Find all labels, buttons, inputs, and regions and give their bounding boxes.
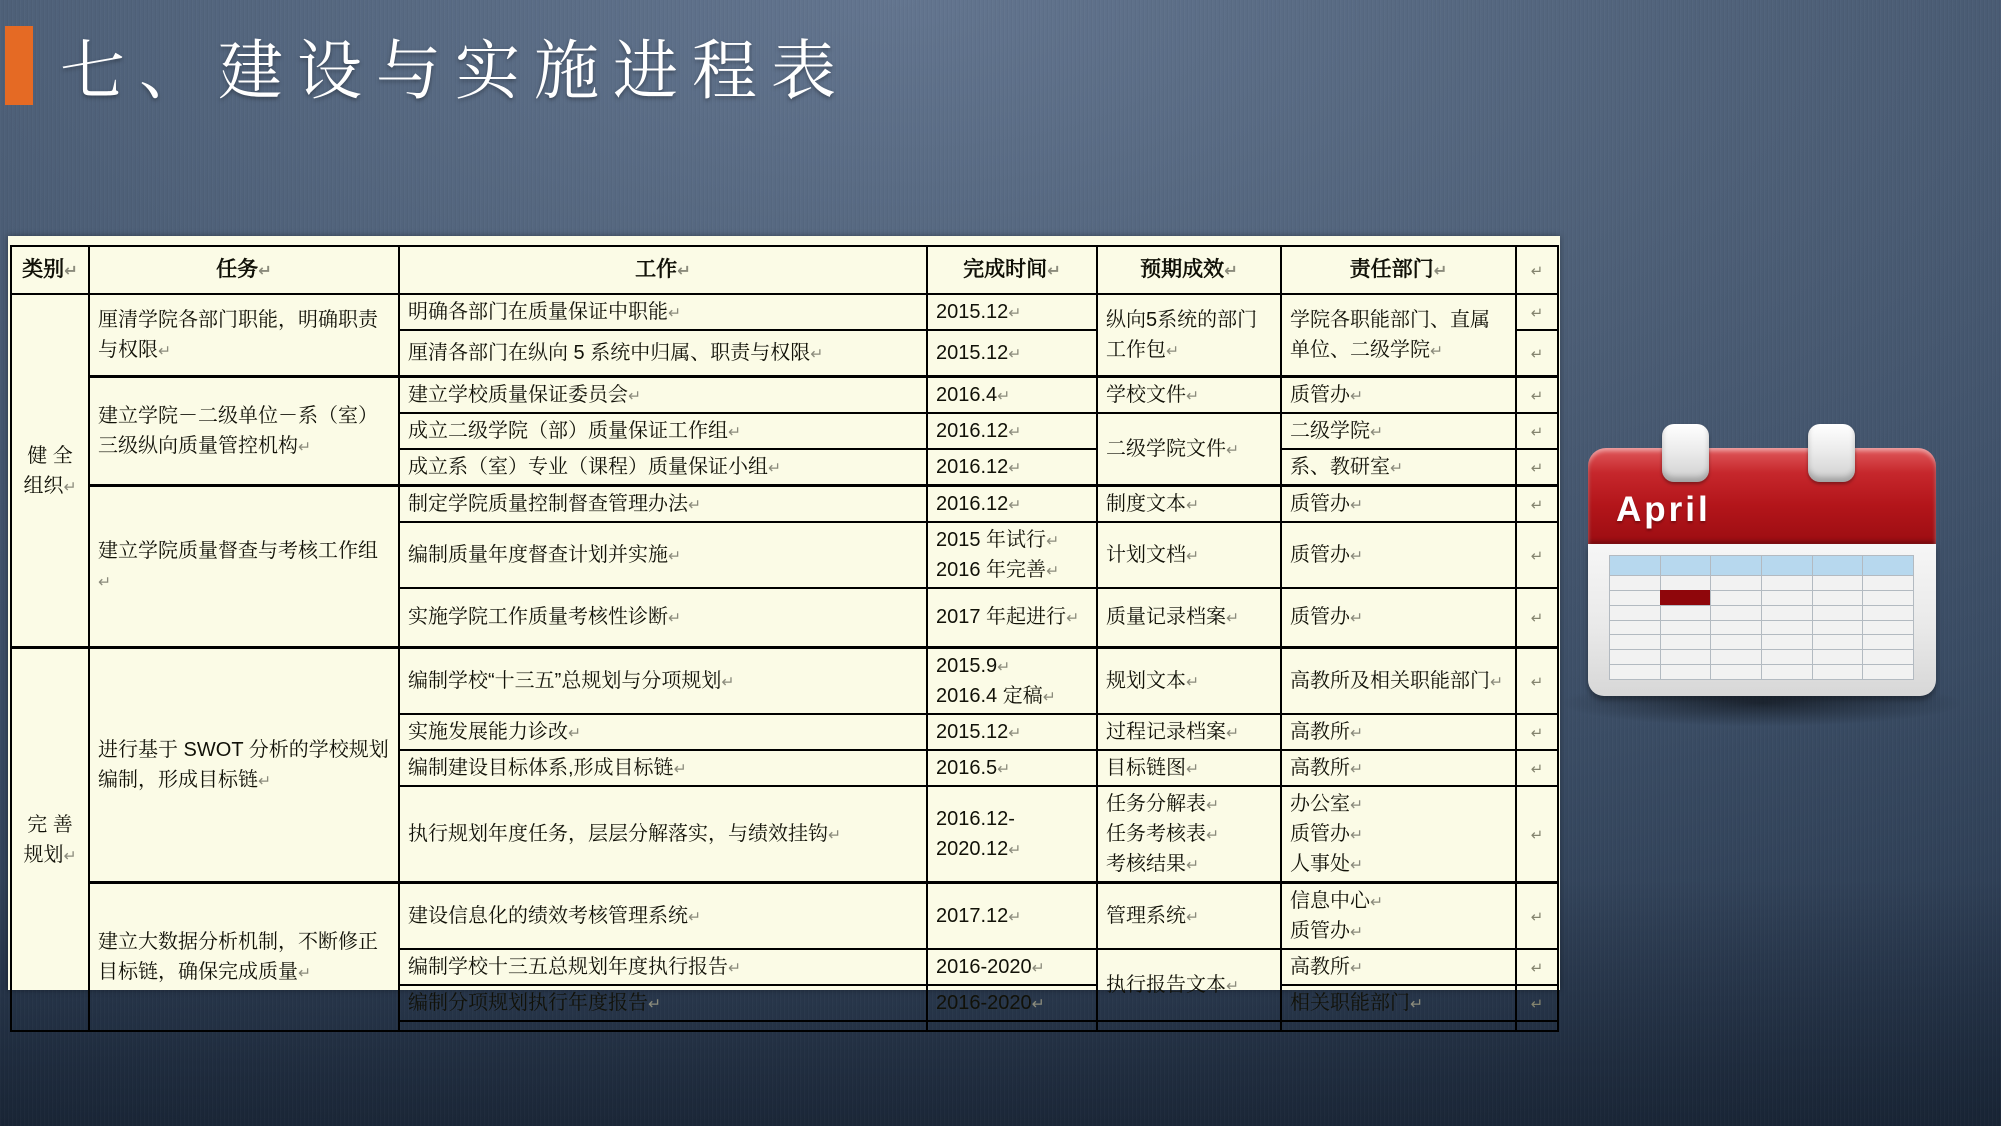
row-end-mark: ↵: [1516, 883, 1558, 950]
table-row: [11, 376, 1558, 413]
calendar-day-cell: [1609, 634, 1661, 650]
cell-dept: 二级学院↵: [1281, 413, 1516, 449]
calendar-day-cell: [1812, 620, 1864, 636]
cell-time: 2016.12↵: [927, 413, 1097, 449]
calendar-day-cell: [1660, 575, 1712, 591]
row-end-mark: ↵: [1516, 985, 1558, 1021]
cell-dept: 质管办↵: [1281, 485, 1516, 522]
row-end-mark: ↵: [1516, 330, 1558, 376]
column-header-category: 类别↵: [11, 246, 89, 294]
calendar-icon: [1588, 424, 1936, 716]
cell-outcome: 二级学院文件↵: [1097, 413, 1281, 486]
cell-outcome: 任务分解表↵ 任务考核表↵ 考核结果↵: [1097, 786, 1281, 883]
row-end-mark: ↵: [1516, 750, 1558, 786]
cell-dept: 高教所↵: [1281, 714, 1516, 750]
calendar-day-cell: [1862, 649, 1914, 665]
cell-time: 2017.12↵: [927, 883, 1097, 950]
cell-work: 编制建设目标体系,形成目标链↵: [399, 750, 927, 786]
table-row: [11, 883, 1558, 950]
column-header-task: 任务↵: [89, 246, 399, 294]
cell-work: 明确各部门在质量保证中职能↵: [399, 294, 927, 330]
calendar-day-cell: [1812, 575, 1864, 591]
cell-time: 2016-2020↵: [927, 949, 1097, 985]
calendar-day-cell: [1761, 664, 1813, 680]
calendar-day-cell: [1812, 634, 1864, 650]
calendar-day-cell: [1812, 590, 1864, 606]
calendar-week-cell: [1862, 555, 1914, 576]
cell-outcome: 纵向5系统的部门工作包↵: [1097, 294, 1281, 376]
calendar-day-cell: [1862, 634, 1914, 650]
calendar-day-cell: [1862, 664, 1914, 680]
row-end-mark: ↵: [1516, 413, 1558, 449]
cell-dept: 高教所↵: [1281, 949, 1516, 985]
row-end-mark: ↵: [1516, 246, 1558, 294]
column-header-outcome: 预期成效↵: [1097, 246, 1281, 294]
cell-work: 执行规划年度任务，层层分解落实，与绩效挂钩↵: [399, 786, 927, 883]
cell-work: 编制分项规划执行年度报告↵: [399, 985, 927, 1021]
calendar-day-cell: [1710, 649, 1762, 665]
cell-outcome: [1097, 1021, 1281, 1031]
calendar-day-cell: [1761, 634, 1813, 650]
calendar-day-cell: [1862, 575, 1914, 591]
calendar-day-cell: [1862, 590, 1914, 606]
calendar-day-cell: [1761, 575, 1813, 591]
cell-outcome: 规划文本↵: [1097, 648, 1281, 715]
cell-work: 实施学院工作质量考核性诊断↵: [399, 588, 927, 648]
page-title: 七、建设与实施进程表: [60, 34, 851, 107]
cell-work: [399, 1021, 927, 1031]
calendar-day-cell: [1609, 605, 1661, 621]
cell-outcome: 过程记录档案↵: [1097, 714, 1281, 750]
calendar-day-cell: [1862, 620, 1914, 636]
cell-dept: 高教所及相关职能部门↵: [1281, 648, 1516, 715]
calendar-week-cell: [1609, 555, 1661, 576]
calendar-day-cell: [1710, 575, 1762, 591]
cell-task: 进行基于 SWOT 分析的学校规划编制，形成目标链↵: [89, 648, 399, 883]
cell-time: 2016-2020↵: [927, 985, 1097, 1021]
calendar-month-label: April: [1616, 490, 1711, 529]
calendar-day-cell: [1710, 634, 1762, 650]
cell-dept: 质管办↵: [1281, 376, 1516, 413]
cell-category: 健 全 组织↵: [11, 294, 89, 648]
row-end-mark: ↵: [1516, 522, 1558, 588]
cell-dept: 系、教研室↵: [1281, 449, 1516, 486]
cell-dept: 相关职能部门↵: [1281, 985, 1516, 1021]
calendar-day-cell: [1609, 620, 1661, 636]
calendar-day-cell: [1660, 590, 1712, 606]
cell-task: 建立学院－二级单位－系（室）三级纵向质量管控机构↵: [89, 376, 399, 485]
cell-time: [927, 1021, 1097, 1031]
row-end-mark: ↵: [1516, 449, 1558, 486]
cell-time: 2015.12↵: [927, 714, 1097, 750]
cell-time: 2016.12↵: [927, 485, 1097, 522]
cell-dept: 办公室↵ 质管办↵ 人事处↵: [1281, 786, 1516, 883]
cell-dept: 质管办↵: [1281, 522, 1516, 588]
cell-work: 编制学校“十三五”总规划与分项规划↵: [399, 648, 927, 715]
calendar-week-cell: [1660, 555, 1712, 576]
row-end-mark: ↵: [1516, 376, 1558, 413]
row-end-mark: ↵: [1516, 786, 1558, 883]
cell-task: 厘清学院各部门职能，明确职责与权限↵: [89, 294, 399, 376]
row-end-mark: ↵: [1516, 588, 1558, 648]
column-header-dept: 责任部门↵: [1281, 246, 1516, 294]
column-header-time: 完成时间↵: [927, 246, 1097, 294]
calendar-day-cell: [1812, 649, 1864, 665]
cell-time: 2015.12↵: [927, 294, 1097, 330]
calendar-day-cell: [1609, 575, 1661, 591]
calendar-day-cell: [1609, 664, 1661, 680]
calendar-day-cell: [1812, 605, 1864, 621]
cell-work: 成立系（室）专业（课程）质量保证小组↵: [399, 449, 927, 486]
cell-category: 完 善 规划↵: [11, 648, 89, 1032]
row-end-mark: ↵: [1516, 485, 1558, 522]
cell-time: 2015 年试行↵ 2016 年完善↵: [927, 522, 1097, 588]
calendar-day-cell: [1660, 664, 1712, 680]
cell-outcome: 质量记录档案↵: [1097, 588, 1281, 648]
row-end-mark: ↵: [1516, 714, 1558, 750]
cell-time: 2016.12↵: [927, 449, 1097, 486]
cell-outcome: 目标链图↵: [1097, 750, 1281, 786]
table-row: [11, 485, 1558, 522]
calendar-day-cell: [1660, 620, 1712, 636]
cell-task: 建立学院质量督查与考核工作组↵: [89, 485, 399, 648]
row-end-mark: ↵: [1516, 294, 1558, 330]
calendar-day-cell: [1761, 649, 1813, 665]
row-end-mark: ↵: [1516, 949, 1558, 985]
calendar-day-cell: [1710, 664, 1762, 680]
calendar-day-cell: [1761, 605, 1813, 621]
calendar-day-cell: [1660, 634, 1712, 650]
cell-work: 厘清各部门在纵向 5 系统中归属、职责与权限↵: [399, 330, 927, 376]
cell-time: 2016.5↵: [927, 750, 1097, 786]
calendar-day-cell: [1812, 664, 1864, 680]
table-header-row: [11, 246, 1558, 294]
calendar-day-cell: [1710, 605, 1762, 621]
calendar-ring-icon: [1808, 424, 1855, 482]
cell-outcome: 计划文档↵: [1097, 522, 1281, 588]
column-header-work: 工作↵: [399, 246, 927, 294]
calendar-week-cell: [1761, 555, 1813, 576]
calendar-day-cell: [1761, 590, 1813, 606]
cell-task: 建立大数据分析机制，不断修正目标链，确保完成质量↵: [89, 883, 399, 1032]
calendar-day-cell: [1660, 605, 1712, 621]
calendar-body: [1588, 544, 1936, 696]
cell-time: 2015.9↵ 2016.4 定稿↵: [927, 648, 1097, 715]
cell-outcome: 管理系统↵: [1097, 883, 1281, 950]
cell-dept: 学院各职能部门、直属单位、二级学院↵: [1281, 294, 1516, 376]
calendar-day-cell: [1862, 605, 1914, 621]
cell-work: 制定学院质量控制督查管理办法↵: [399, 485, 927, 522]
schedule-table: [10, 245, 1559, 1032]
cell-work: 实施发展能力诊改↵: [399, 714, 927, 750]
calendar-day-cell: [1609, 649, 1661, 665]
cell-outcome: 学校文件↵: [1097, 376, 1281, 413]
cell-work: 编制质量年度督查计划并实施↵: [399, 522, 927, 588]
table-row: [11, 648, 1558, 715]
calendar-grid: [1610, 556, 1914, 680]
title-accent-bar: [5, 26, 33, 105]
cell-dept: 信息中心↵ 质管办↵: [1281, 883, 1516, 950]
calendar-ring-icon: [1662, 424, 1709, 482]
cell-time: 2017 年起进行↵: [927, 588, 1097, 648]
cell-time: 2016.12- 2020.12↵: [927, 786, 1097, 883]
cell-work: 建立学校质量保证委员会↵: [399, 376, 927, 413]
calendar-day-cell: [1710, 590, 1762, 606]
cell-outcome: 执行报告文本↵: [1097, 949, 1281, 1021]
table-row: [11, 294, 1558, 330]
calendar-day-cell: [1761, 620, 1813, 636]
row-end-mark: ↵: [1516, 648, 1558, 715]
cell-time: 2016.4↵: [927, 376, 1097, 413]
calendar-week-cell: [1812, 555, 1864, 576]
calendar-week-cell: [1710, 555, 1762, 576]
schedule-table-panel: [8, 236, 1560, 1014]
cell-dept: 质管办↵: [1281, 588, 1516, 648]
cell-dept: 高教所↵: [1281, 750, 1516, 786]
cell-work: 建设信息化的绩效考核管理系统↵: [399, 883, 927, 950]
calendar-day-cell: [1660, 649, 1712, 665]
cell-outcome: 制度文本↵: [1097, 485, 1281, 522]
calendar-day-cell: [1710, 620, 1762, 636]
calendar-day-cell: [1609, 590, 1661, 606]
row-end-mark: [1516, 1021, 1558, 1031]
cell-work: 成立二级学院（部）质量保证工作组↵: [399, 413, 927, 449]
cell-time: 2015.12↵: [927, 330, 1097, 376]
cell-dept: [1281, 1021, 1516, 1031]
cell-work: 编制学校十三五总规划年度执行报告↵: [399, 949, 927, 985]
